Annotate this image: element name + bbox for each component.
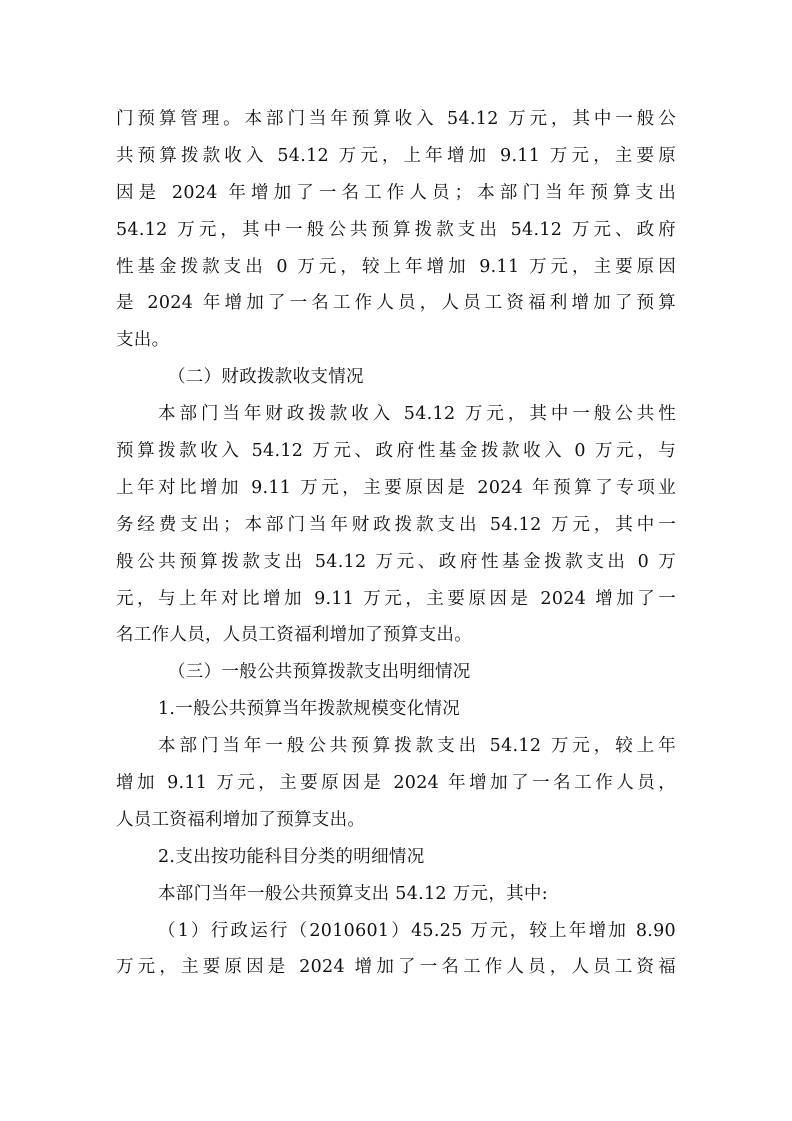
text-line: 上年对比增加 9.11 万元，主要原因是 2024 年预算了专项业 [116, 477, 676, 498]
text-line: 万元，主要原因是 2024 增加了一名工作人员，人员工资福 [116, 957, 676, 978]
text-line: 支出。 [116, 330, 170, 351]
text-line: 般公共预算拨款支出 54.12 万元、政府性基金拨款支出 0 万 [116, 551, 676, 572]
text-line: 共预算拨款收入 54.12 万元，上年增加 9.11 万元，主要原 [116, 145, 676, 166]
paragraph-first-line: 本部门当年一般公共预算拨款支出 54.12 万元，较上年 [158, 736, 676, 757]
text-line: 元，与上年对比增加 9.11 万元，主要原因是 2024 增加了一 [116, 588, 676, 609]
subsection-heading: 2.支出按功能科目分类的明细情况 [158, 846, 425, 867]
paragraph-first-line: 本部门当年财政拨款收入 54.12 万元，其中一般公共性 [158, 404, 676, 425]
text-line: 增加 9.11 万元，主要原因是 2024 年增加了一名工作人员， [116, 773, 676, 794]
text-line: 因是 2024 年增加了一名工作人员；本部门当年预算支出 [116, 182, 676, 203]
text-line: 人员工资福利增加了预算支出。 [116, 809, 366, 830]
document-body [116, 101, 676, 986]
text-line: 门预算管理。本部门当年预算收入 54.12 万元，其中一般公 [116, 109, 676, 129]
text-line: 性基金拨款支出 0 万元，较上年增加 9.11 万元，主要原因 [116, 256, 676, 277]
text-line: 务经费支出；本部门当年财政拨款支出 54.12 万元，其中一 [116, 514, 676, 535]
paragraph-first-line: （1）行政运行（2010601）45.25 万元，较上年增加 8.90 [158, 920, 676, 941]
subsection-heading: 1.一般公共预算当年拨款规模变化情况 [158, 699, 461, 720]
text-line: 名工作人员，人员工资福利增加了预算支出。 [116, 625, 472, 646]
section-heading: （三）一般公共预算拨款支出明细情况 [168, 662, 471, 683]
paragraph-first-line: 本部门当年一般公共预算支出 54.12 万元，其中: [158, 883, 548, 904]
text-line: 是 2024 年增加了一名工作人员，人员工资福利增加了预算 [116, 293, 676, 314]
text-line: 54.12 万元，其中一般公共预算拨款支出 54.12 万元、政府 [116, 219, 676, 240]
section-heading: （二）财政拨款收支情况 [168, 367, 364, 388]
text-line: 预算拨款收入 54.12 万元、政府性基金拨款收入 0 万元，与 [116, 441, 676, 462]
